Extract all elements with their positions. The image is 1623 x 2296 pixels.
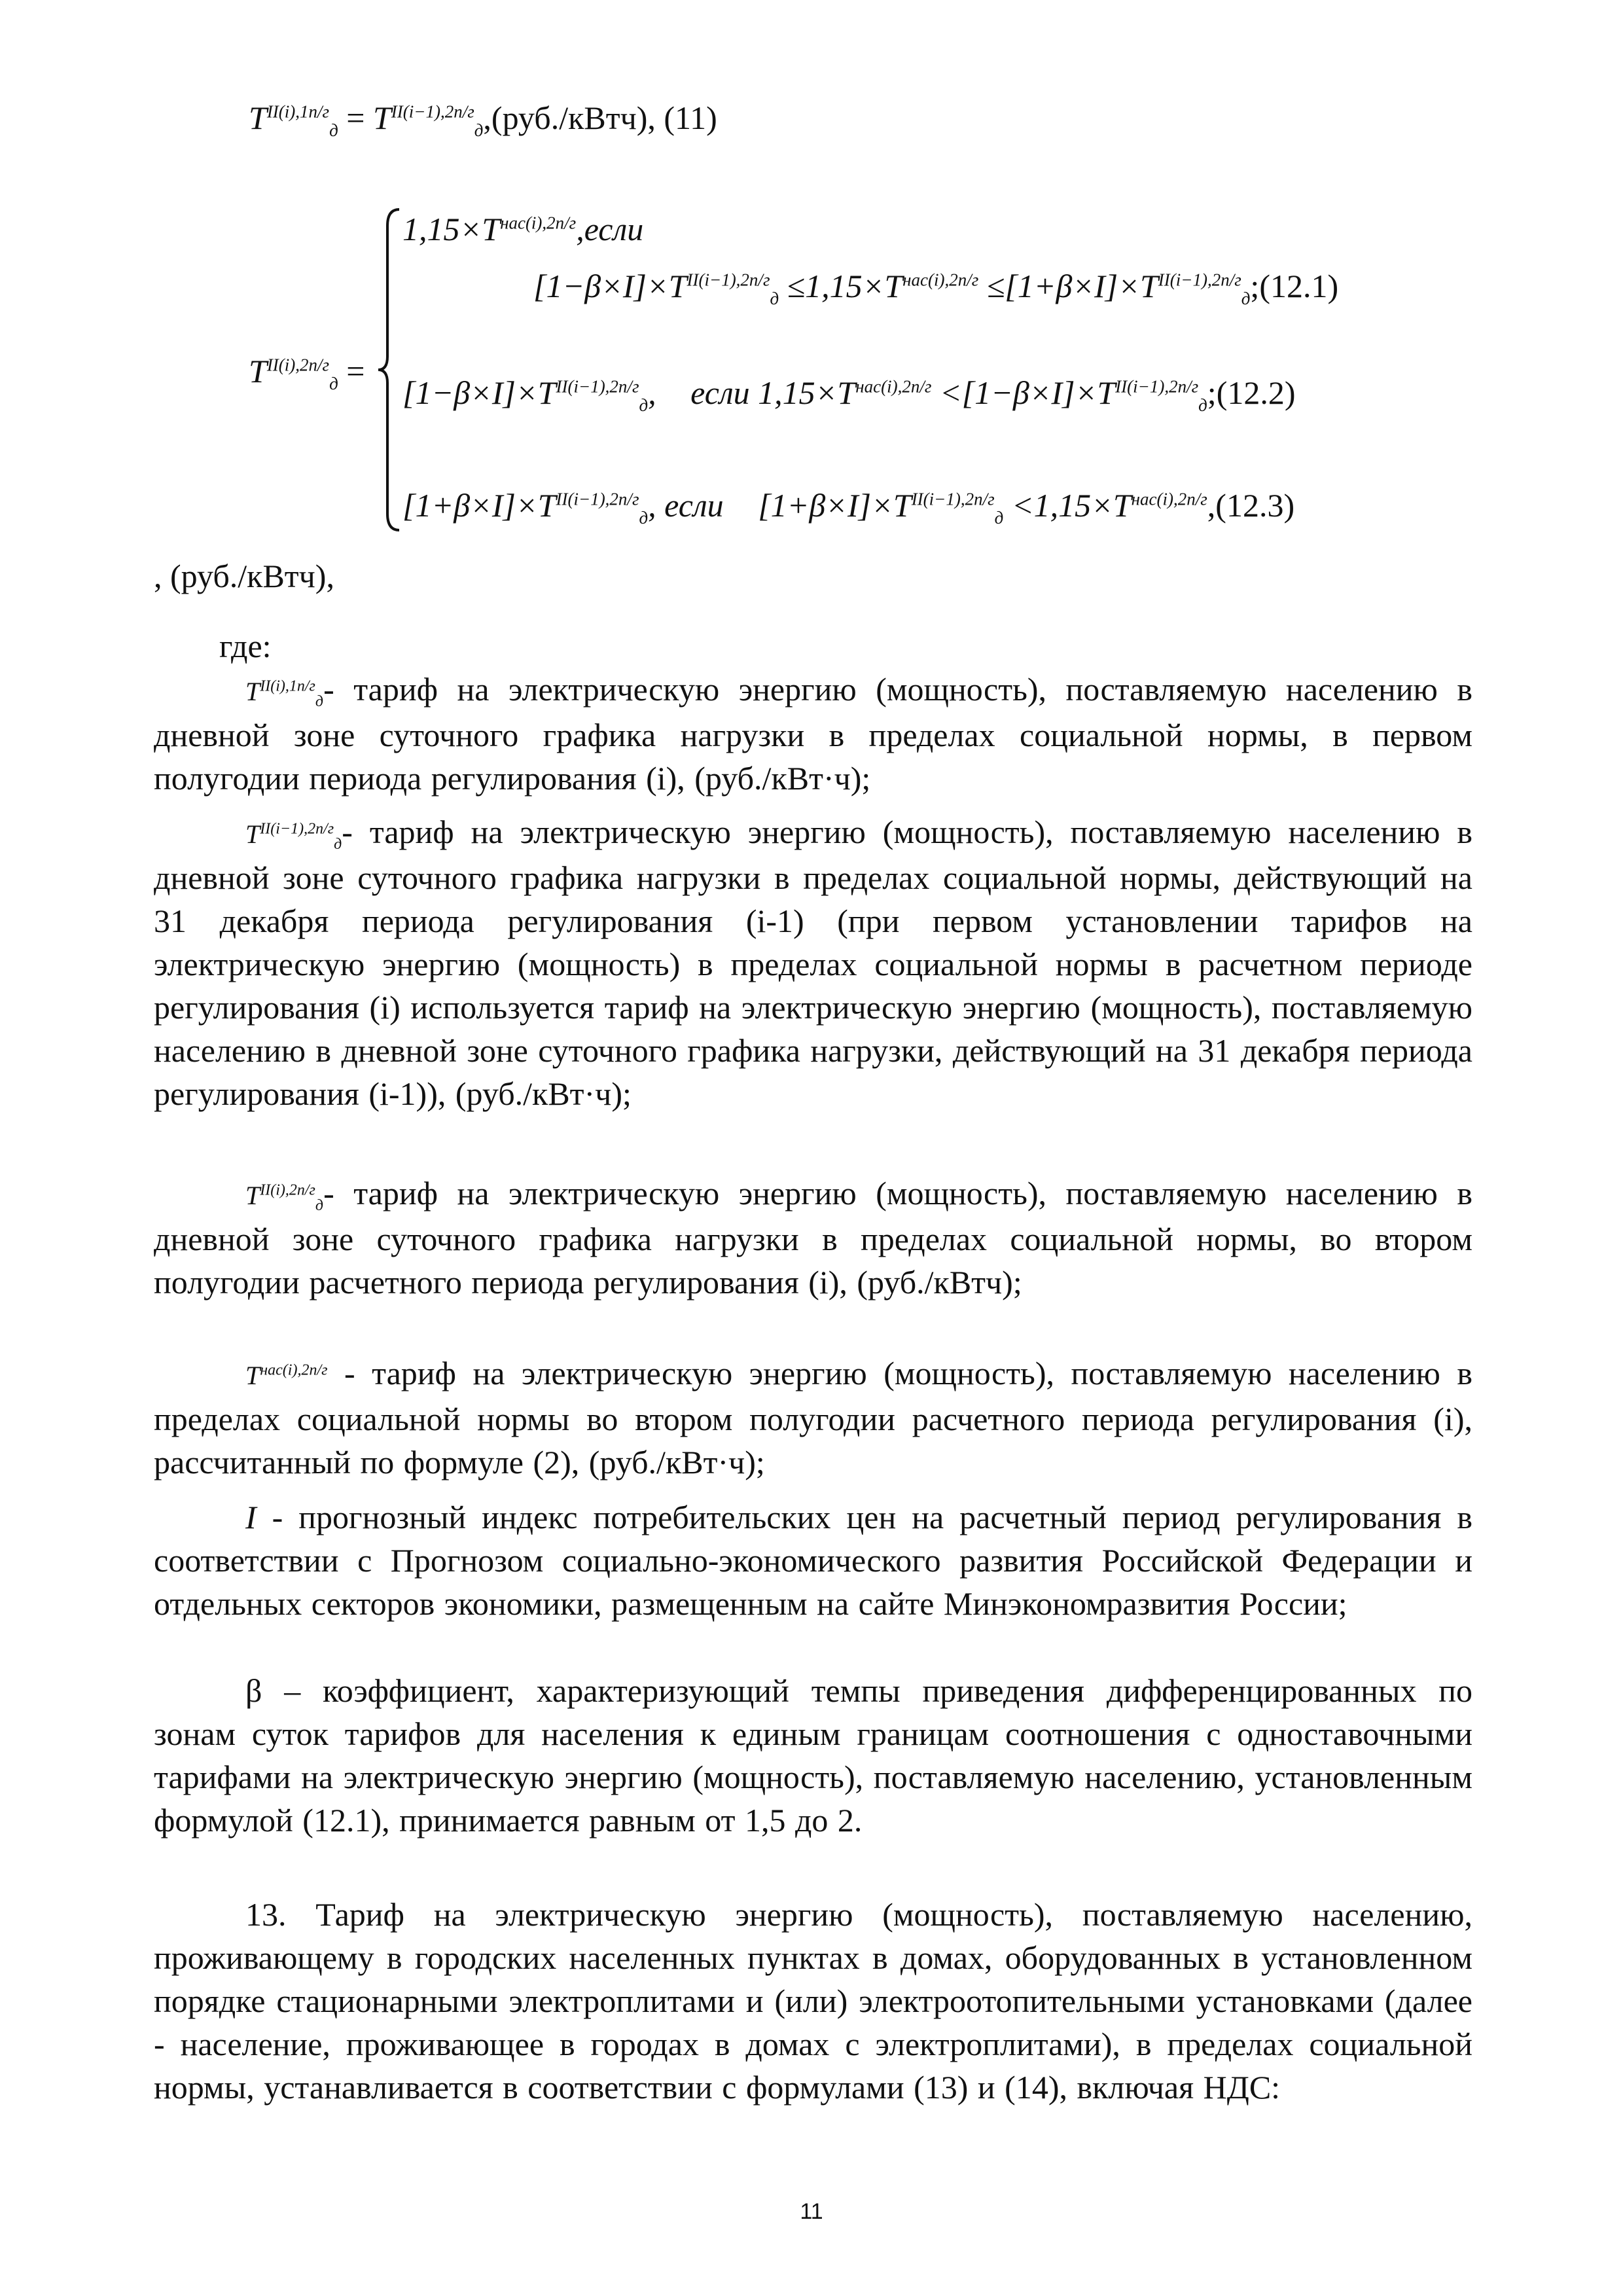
definition-t-second-half: $T^{II(i),2п/г}_д-$ тариф на электрическую энергию (мощность), поставляемую населению в дневной зоне суточного графика нагрузки в пределах социальной нормы, во втором полугодии расчетного периода регулирования (i), (руб./кВтч);	[154, 1175, 1472, 1300]
definition-symbol: β	[245, 1672, 262, 1709]
clause-13: 13. Тариф на электрическую энергию (мощность), поставляемую населению, проживающему в городских населенных пунктах в домах, оборудованных в установленном порядке стационарными электроплитами и (или) электроотопительными установками (далее - население, проживающее в городах в домах с электроплитами), в пределах социальной нормы, устанавливается в соответствии с формулами (13) и (14), включая НДС:	[154, 1896, 1472, 2106]
definition-beta: β – коэффициент, характеризующий темпы приведения дифференцированных по зонам суток тарифов для населения к единым границам соотношения с одноставочными тарифами на электрическую энергию (мощность), поставляемую населению, установленным формулой (12.1), принимается равным от 1,5 до 2.	[154, 1672, 1472, 1839]
definition-symbol: I	[245, 1499, 257, 1535]
definition-t-prev-period: $T^{II(i-1),2п/г}_д-$ тариф на электрическую энергию (мощность), поставляемую населению в дневной зоне суточного графика нагрузки в пределах социальной нормы, действующий на 31 декабря периода регулирования (i-1) (при первом установлении тарифов на электрическую энергию (мощность) в пределах социальной нормы в расчетном периоде регулирования (i) используется тариф на электрическую энергию (мощность), поставляемую населению в дневной зоне суточного графика нагрузки, действующий на 31 декабря периода регулирования (i-1)), (руб./кВт·ч);	[154, 814, 1472, 1112]
where-label: где:	[219, 628, 272, 664]
definition-symbol: $T^{II(i),1п/г}_д$	[245, 677, 324, 710]
definition-symbol: $T^{II(i-1),2п/г}_д$	[245, 819, 342, 853]
formula-12-2: $[1-\beta\times I]\times T^{II(i-1),2п/г}_д$, если $1,15\times T^{нас(i),2п/г}$ $<[1-\beta\times I]\times T^{II(i-1),2п/г}_д;(12.2)$	[402, 374, 1296, 415]
curly-brace	[373, 206, 406, 533]
definition-t-nas: $T^{нас(i),2п/г}$ - тариф на электрическую энергию (мощность), поставляемую населению в пределах социальной нормы во втором полугодии расчетного периода регулирования (i), рассчитанный по формуле (2), (руб./кВт·ч);	[154, 1355, 1472, 1480]
definition-symbol: $T^{нас(i),2п/г}$	[245, 1361, 328, 1390]
definition-symbol: $T^{II(i),2п/г}_д$	[245, 1181, 324, 1214]
formula-12-1-line2: $[1-\beta\times I]\times T^{II(i-1),2п/г}_д \le 1,15\times T^{нас(i),2п/г}$ $\le[1+\beta\times I]\times T^{II(i-1),2п/г}_д;(12.1)$	[533, 268, 1339, 308]
page-number: 11	[800, 2199, 823, 2224]
definition-i-index: I - прогнозный индекс потребительских цен на расчетный период регулирования в соответствии с Прогнозом социально-экономического развития Российской Федерации и отдельных секторов экономики, размещенным на сайте Минэкономразвития России;	[154, 1499, 1473, 1622]
formula-11: $T^{II(i),1п/г}_д$ = $T^{II(i-1),2п/г}_д,(руб./кВтч)$, (11)	[249, 99, 717, 140]
formula-units: , (руб./кВтч),	[154, 558, 334, 594]
formula-12-lhs: $T^{II(i),2п/г}_д$ =	[249, 353, 365, 393]
formula-12-3: $[1+\beta\times I]\times T^{II(i-1),2п/г}_д$, если $[1+\beta\times I]\times T^{II(i-1),2п/г}_д <1,15\times T^{нас(i),2п/г},(12.3)$	[402, 487, 1295, 528]
formula-12-1-line1: $1,15\times T^{нас(i),2п/г},если$	[402, 211, 644, 247]
definition-t-first-half: $T^{II(i),1п/г}_д-$ тариф на электрическую энергию (мощность), поставляемую населению в дневной зоне суточного графика нагрузки в пределах социальной нормы, в первом полугодии периода регулирования (i), (руб./кВт·ч);	[154, 671, 1472, 797]
